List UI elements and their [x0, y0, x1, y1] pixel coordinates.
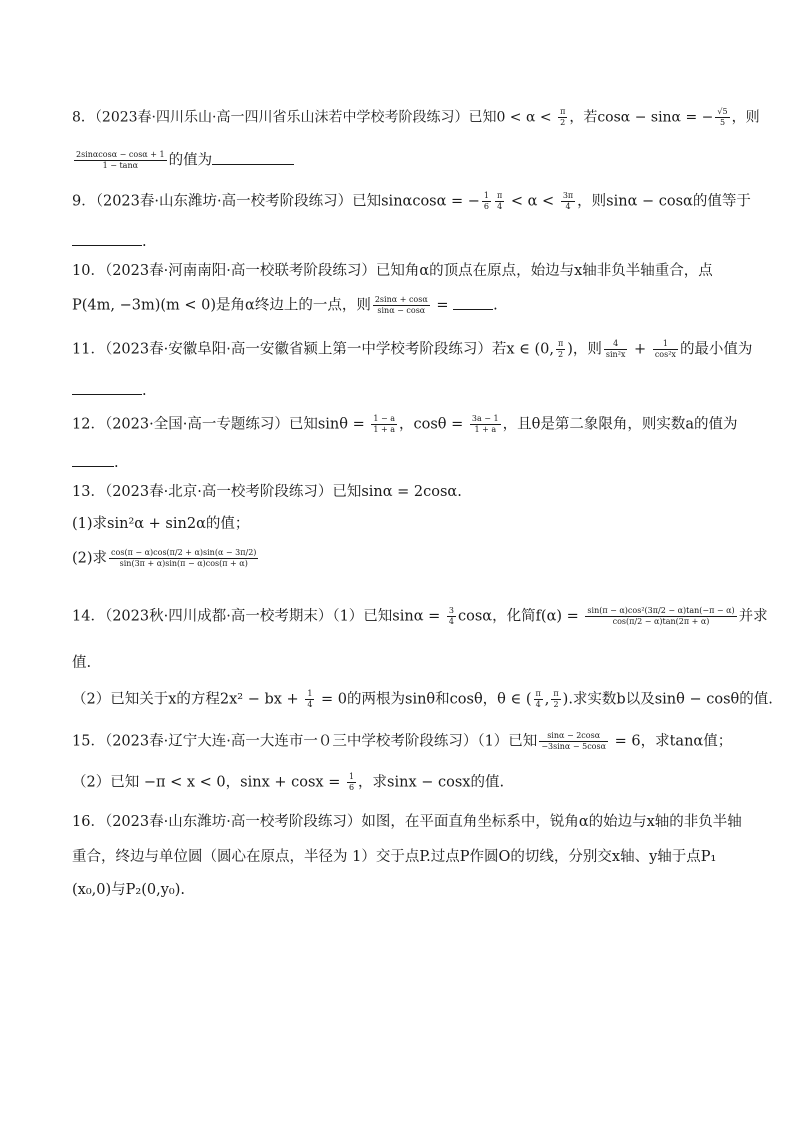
question-text: ，若cosα − sinα = −: [569, 109, 714, 126]
fraction: $\frac{1}{4}$: [307, 689, 313, 709]
question-number: 16．: [72, 814, 105, 830]
question-text: 的值为: [168, 152, 213, 169]
fraction: $\frac{\pi}{2}$: [553, 689, 559, 709]
question-16-line-1: 16．（2023春·山东潍坊·高一校考阶段练习）如图，在平面直角坐标系中，锐角α的始边与x轴的非负半轴: [72, 814, 742, 830]
question-8-line-1: [72, 107, 760, 128]
question-8-line-2: [72, 150, 722, 171]
question-text: 已知sinα = 2cosα.: [332, 484, 462, 500]
question-text: 若x ∈ (0,: [491, 341, 554, 358]
question-16-line-3: (x₀,0)与P₂(0,y₀).: [72, 882, 185, 898]
fraction: $\frac{\pi}{4}$: [535, 689, 541, 709]
fraction: $\frac{3a - 1}{1 + a}$: [471, 414, 499, 434]
question-14-line-2: 值.: [72, 655, 92, 671]
question-source: （2023·全国·高一专题练习）: [104, 416, 289, 433]
question-number: 9．: [72, 193, 96, 210]
question-source: （2023春·四川乐山·高一四川省乐山沫若中学校考阶段练习）: [94, 109, 469, 126]
fraction: $\frac{2\sin\alpha\cos\alpha - \cos\alpha + 1}{1 - \tan\alpha}$: [76, 150, 165, 170]
question-number: 10．: [72, 263, 105, 279]
question-number: 13．: [72, 484, 105, 500]
fraction: $\frac{\sin\alpha - 2\cos\alpha}{-3\sin\alpha - 5\cos\alpha}$: [541, 731, 607, 751]
answer-blank[interactable]: [72, 245, 142, 246]
question-source: （2023秋·四川成都·高一校考期末）: [104, 608, 333, 625]
fraction: $\frac{\cos(\pi - \alpha)\cos(\pi/2 + \alpha)\sin(\alpha - 3\pi/2)}{\sin(3\pi + \alpha)\sin(\pi - \alpha)\cos(\pi + \alpha)}$: [111, 548, 257, 568]
question-source: （2023春·山东潍坊·高一校考阶段练习）: [95, 193, 353, 210]
question-13-line-1: [72, 482, 722, 502]
question-text: 已知0 < α <: [468, 109, 557, 126]
fraction: $\frac{3\pi}{4}$: [562, 191, 574, 211]
question-15-part-2: （2）已知 −π < x < 0，sinx + cosx = $\frac{1}{6}$ ，求sinx − cosx的值.: [72, 772, 505, 792]
question-10-line-1: [72, 261, 722, 281]
answer-blank[interactable]: [212, 164, 294, 165]
fraction: $\frac{1}{6}$: [348, 772, 355, 792]
fraction: $\frac{2\sin\alpha + \cos\alpha}{\sin\alpha - \cos\alpha}$: [374, 295, 428, 315]
question-number: 15．: [72, 733, 105, 750]
question-9-line-1: [72, 191, 751, 212]
question-number: 11．: [72, 341, 105, 358]
question-source: （2023春·北京·高一校考阶段练习）: [104, 484, 333, 500]
question-16-line-2: 重合，终边与单位圆（圆心在原点，半径为 1）交于点P.过点P作圆O的切线，分别交x轴、y轴于点P₁: [72, 849, 717, 865]
answer-blank[interactable]: [453, 309, 493, 310]
fraction: $\frac{\text{sin(π − α)cos²(3π/2 − α)tan(−π − α)}}{\cos(\pi/2 - \alpha)\tan(2\pi + \alpha)}$: [587, 606, 735, 626]
question-14-part-2: （2）已知关于x的方程2x² − bx + $\frac{1}{4}$ = 0的两根为sinθ和cosθ，θ ∈ ( $\frac{\pi}{4}$ , $\frac{\pi}{2}$ ).求实数b以及sinθ − cosθ的值.: [72, 689, 773, 709]
answer-blank[interactable]: [72, 394, 142, 395]
question-number: 12．: [72, 416, 105, 433]
question-text: ，则: [731, 109, 760, 126]
fraction: $\frac{1}{\text{cos²x}}$: [654, 339, 676, 359]
question-11-line-1: 11．（2023春·安徽阜阳·高一安徽省颍上第一中学校考阶段练习）若x ∈ (0, $\frac{\pi}{2}$ )，则 $\frac{4}{\text{sin²x}}$ + $\frac{1}{\text{cos²x}}$ 的最小值为: [72, 339, 753, 359]
question-9-line-2: .: [72, 232, 722, 252]
question-text: < α <: [506, 193, 559, 210]
question-source: （2023春·河南南阳·高一校联考阶段练习）: [104, 263, 376, 279]
question-text: 已知角α的顶点在原点，始边与x轴非负半轴重合，点: [375, 263, 713, 279]
question-12-line-2: .: [72, 453, 722, 473]
question-10-line-2: P(4m, −3m)(m < 0)是角α终边上的一点，则 $\frac{2\sin\alpha + \cos\alpha}{\sin\alpha - \cos\alpha}$ = .: [72, 295, 498, 315]
question-13-part-1: (1)求sin²α + sin2α的值；: [72, 516, 250, 532]
question-text: 已知sinθ =: [288, 416, 370, 433]
answer-blank[interactable]: [72, 466, 114, 467]
question-15-line-1: 15．（2023春·辽宁大连·高一大连市一０三中学校考阶段练习）（1）已知 $\frac{\sin\alpha - 2\cos\alpha}{-3\sin\alpha - 5\cos\alpha}$ = 6，求tanα值；: [72, 731, 733, 751]
question-13-part-2: (2)求 $\frac{\cos(\pi - \alpha)\cos(\pi/2 + \alpha)\sin(\alpha - 3\pi/2)}{\sin(3\pi + \alpha)\sin(\pi - \alpha)\cos(\pi + \alpha)}$: [72, 548, 257, 568]
question-12-line-1: 12．（2023·全国·高一专题练习）已知sinθ = $\frac{1 - a}{1 + a}$ ，cosθ = $\frac{3a - 1}{1 + a}$ ，且θ是第二象限角，则实数a的值为: [72, 414, 738, 434]
question-text: P(4m, −3m)(m < 0)是角α终边上的一点，则: [72, 297, 371, 314]
question-text: 已知sinαcosα = −: [352, 193, 480, 210]
fraction: $\frac{\pi}{2}$: [560, 107, 566, 127]
fraction: $\frac{\pi}{4}$: [497, 191, 503, 211]
fraction: $\frac{1}{6}$: [483, 191, 490, 211]
question-text: ，则sinα − cosα的值等于: [577, 193, 751, 210]
question-number: 14．: [72, 608, 105, 625]
question-11-line-2: .: [72, 381, 722, 401]
question-source: （2023春·辽宁大连·高一大连市一０三中学校考阶段练习）: [104, 733, 478, 750]
question-number: 8．: [72, 109, 95, 126]
question-source: （2023春·安徽阜阳·高一安徽省颍上第一中学校考阶段练习）: [104, 341, 492, 358]
question-source: （2023春·山东潍坊·高一校考阶段练习）: [104, 814, 362, 830]
fraction: $\frac{\pi}{2}$: [557, 339, 564, 359]
fraction: $\frac{3}{4}$: [448, 606, 454, 626]
fraction: $\frac{4}{\text{sin²x}}$: [605, 339, 626, 359]
fraction: $\frac{1 - a}{1 + a}$: [373, 414, 395, 434]
fraction: $\frac{√5}{5}$: [717, 107, 728, 127]
question-14-line-1: 14．（2023秋·四川成都·高一校考期末）（1）已知sinα = $\frac{3}{4}$ cosα，化简f(α) = $\frac{\text{sin(π − α)cos²(3π/2 − α)tan(−π − α)}}{\cos(\pi/2 - \alpha)\tan(2\pi + \alpha)}$ 并求: [72, 606, 768, 626]
